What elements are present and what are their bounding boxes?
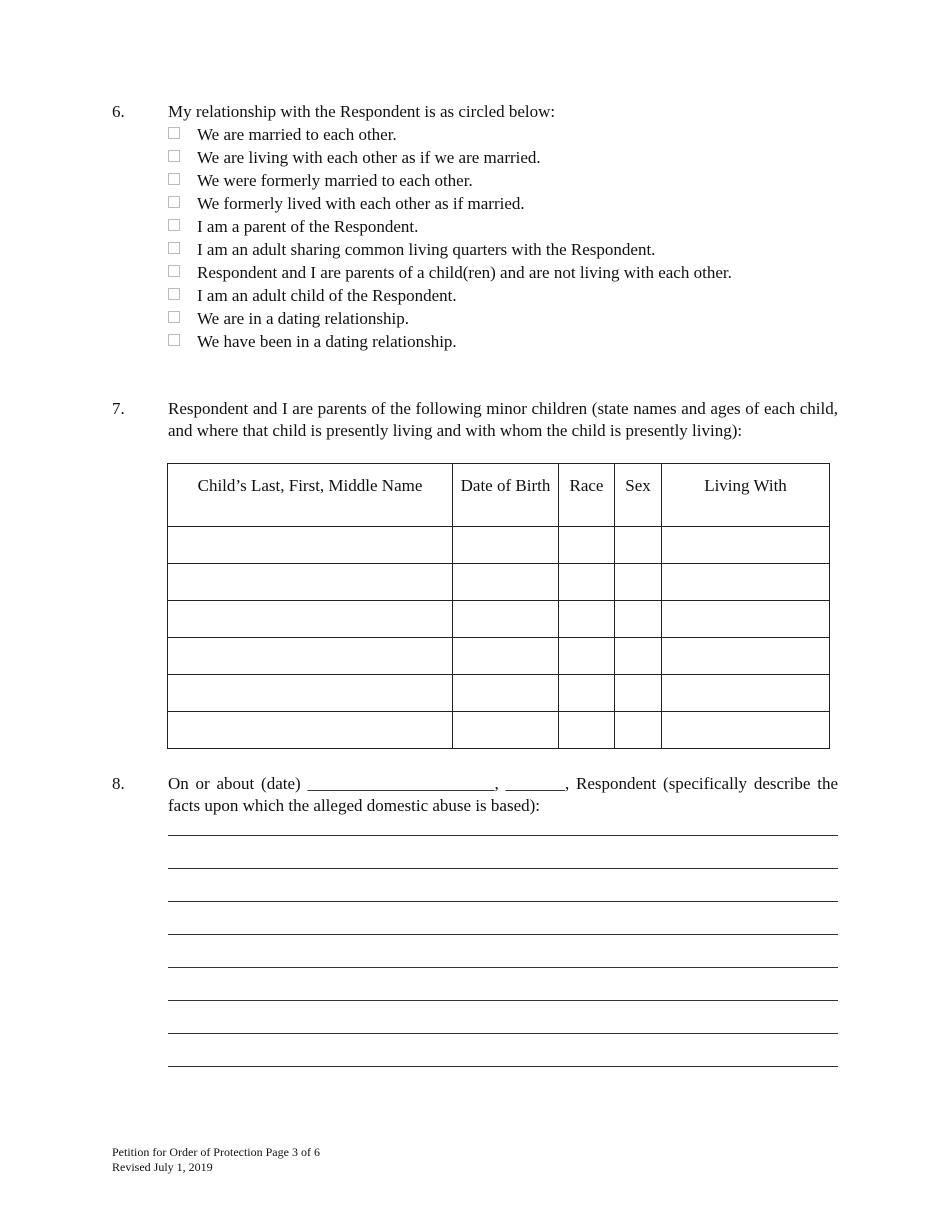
relationship-option[interactable]: I am an adult child of the Respondent.	[168, 286, 457, 306]
table-row	[168, 601, 830, 638]
relationship-option[interactable]: We are in a dating relationship.	[168, 309, 409, 329]
checkbox-icon[interactable]	[168, 288, 180, 300]
sex-cell[interactable]	[615, 564, 662, 601]
page-footer	[112, 1145, 320, 1175]
writing-line[interactable]	[168, 868, 838, 869]
checkbox-icon[interactable]	[168, 265, 180, 277]
relationship-option[interactable]: I am an adult sharing common living quarters with the Respondent.	[168, 240, 655, 260]
section-6-prompt: My relationship with the Respondent is as circled below:	[168, 102, 556, 121]
dob-cell[interactable]	[453, 601, 559, 638]
sex-cell[interactable]	[615, 601, 662, 638]
writing-line[interactable]	[168, 1066, 838, 1067]
footer-page-label: Petition for Order of Protection Page 3 of 6	[112, 1145, 320, 1159]
column-header-name: Child’s Last, First, Middle Name	[168, 464, 453, 527]
column-header-race: Race	[559, 464, 615, 527]
children-table	[167, 463, 830, 749]
section-6-number: 6.	[112, 102, 125, 121]
dob-cell[interactable]	[453, 564, 559, 601]
table-header-row	[168, 464, 830, 527]
name-cell[interactable]	[168, 527, 453, 564]
writing-line[interactable]	[168, 835, 838, 836]
living-with-cell[interactable]	[662, 712, 830, 749]
writing-line[interactable]	[168, 934, 838, 935]
section-7-number: 7.	[112, 399, 125, 418]
race-cell[interactable]	[559, 601, 615, 638]
checkbox-icon[interactable]	[168, 334, 180, 346]
sex-cell[interactable]	[615, 712, 662, 749]
race-cell[interactable]	[559, 675, 615, 712]
living-with-cell[interactable]	[662, 564, 830, 601]
column-header-living-with: Living With	[662, 464, 830, 527]
sex-cell[interactable]	[615, 675, 662, 712]
living-with-cell[interactable]	[662, 638, 830, 675]
relationship-option[interactable]: We are married to each other.	[168, 125, 397, 145]
dob-cell[interactable]	[453, 638, 559, 675]
living-with-cell[interactable]	[662, 675, 830, 712]
table-row	[168, 527, 830, 564]
section-8-number: 8.	[112, 774, 125, 793]
checkbox-icon[interactable]	[168, 150, 180, 162]
checkbox-icon[interactable]	[168, 173, 180, 185]
column-header-sex: Sex	[615, 464, 662, 527]
relationship-option[interactable]: We formerly lived with each other as if married.	[168, 194, 525, 214]
relationship-option[interactable]: Respondent and I are parents of a child(ren) and are not living with each other.	[168, 263, 732, 283]
dob-cell[interactable]	[453, 712, 559, 749]
sex-cell[interactable]	[615, 638, 662, 675]
checkbox-icon[interactable]	[168, 196, 180, 208]
name-cell[interactable]	[168, 601, 453, 638]
race-cell[interactable]	[559, 712, 615, 749]
dob-cell[interactable]	[453, 675, 559, 712]
name-cell[interactable]	[168, 675, 453, 712]
race-cell[interactable]	[559, 638, 615, 675]
table-row	[168, 675, 830, 712]
checkbox-icon[interactable]	[168, 242, 180, 254]
section-7-text: Respondent and I are parents of the following minor children (state names and ages of each child, and where that child is presently living and with whom the child is presently living):	[168, 399, 838, 440]
relationship-option[interactable]: We are living with each other as if we are married.	[168, 148, 541, 168]
relationship-option[interactable]: I am a parent of the Respondent.	[168, 217, 418, 237]
writing-line[interactable]	[168, 901, 838, 902]
name-cell[interactable]	[168, 638, 453, 675]
writing-line[interactable]	[168, 1033, 838, 1034]
checkbox-icon[interactable]	[168, 219, 180, 231]
writing-line[interactable]	[168, 1000, 838, 1001]
relationship-option[interactable]: We have been in a dating relationship.	[168, 332, 457, 352]
name-cell[interactable]	[168, 564, 453, 601]
race-cell[interactable]	[559, 564, 615, 601]
table-row	[168, 638, 830, 675]
living-with-cell[interactable]	[662, 527, 830, 564]
section-8-text: On or about (date) ______________________, _______, Respondent (specifically describe the facts upon which the alleged domestic abuse is based):	[168, 774, 838, 815]
relationship-option[interactable]: We were formerly married to each other.	[168, 171, 473, 191]
checkbox-icon[interactable]	[168, 127, 180, 139]
checkbox-icon[interactable]	[168, 311, 180, 323]
dob-cell[interactable]	[453, 527, 559, 564]
race-cell[interactable]	[559, 527, 615, 564]
writing-line[interactable]	[168, 967, 838, 968]
footer-revision: Revised July 1, 2019	[112, 1160, 213, 1174]
table-row	[168, 564, 830, 601]
living-with-cell[interactable]	[662, 601, 830, 638]
name-cell[interactable]	[168, 712, 453, 749]
table-row	[168, 712, 830, 749]
sex-cell[interactable]	[615, 527, 662, 564]
column-header-dob: Date of Birth	[453, 464, 559, 527]
